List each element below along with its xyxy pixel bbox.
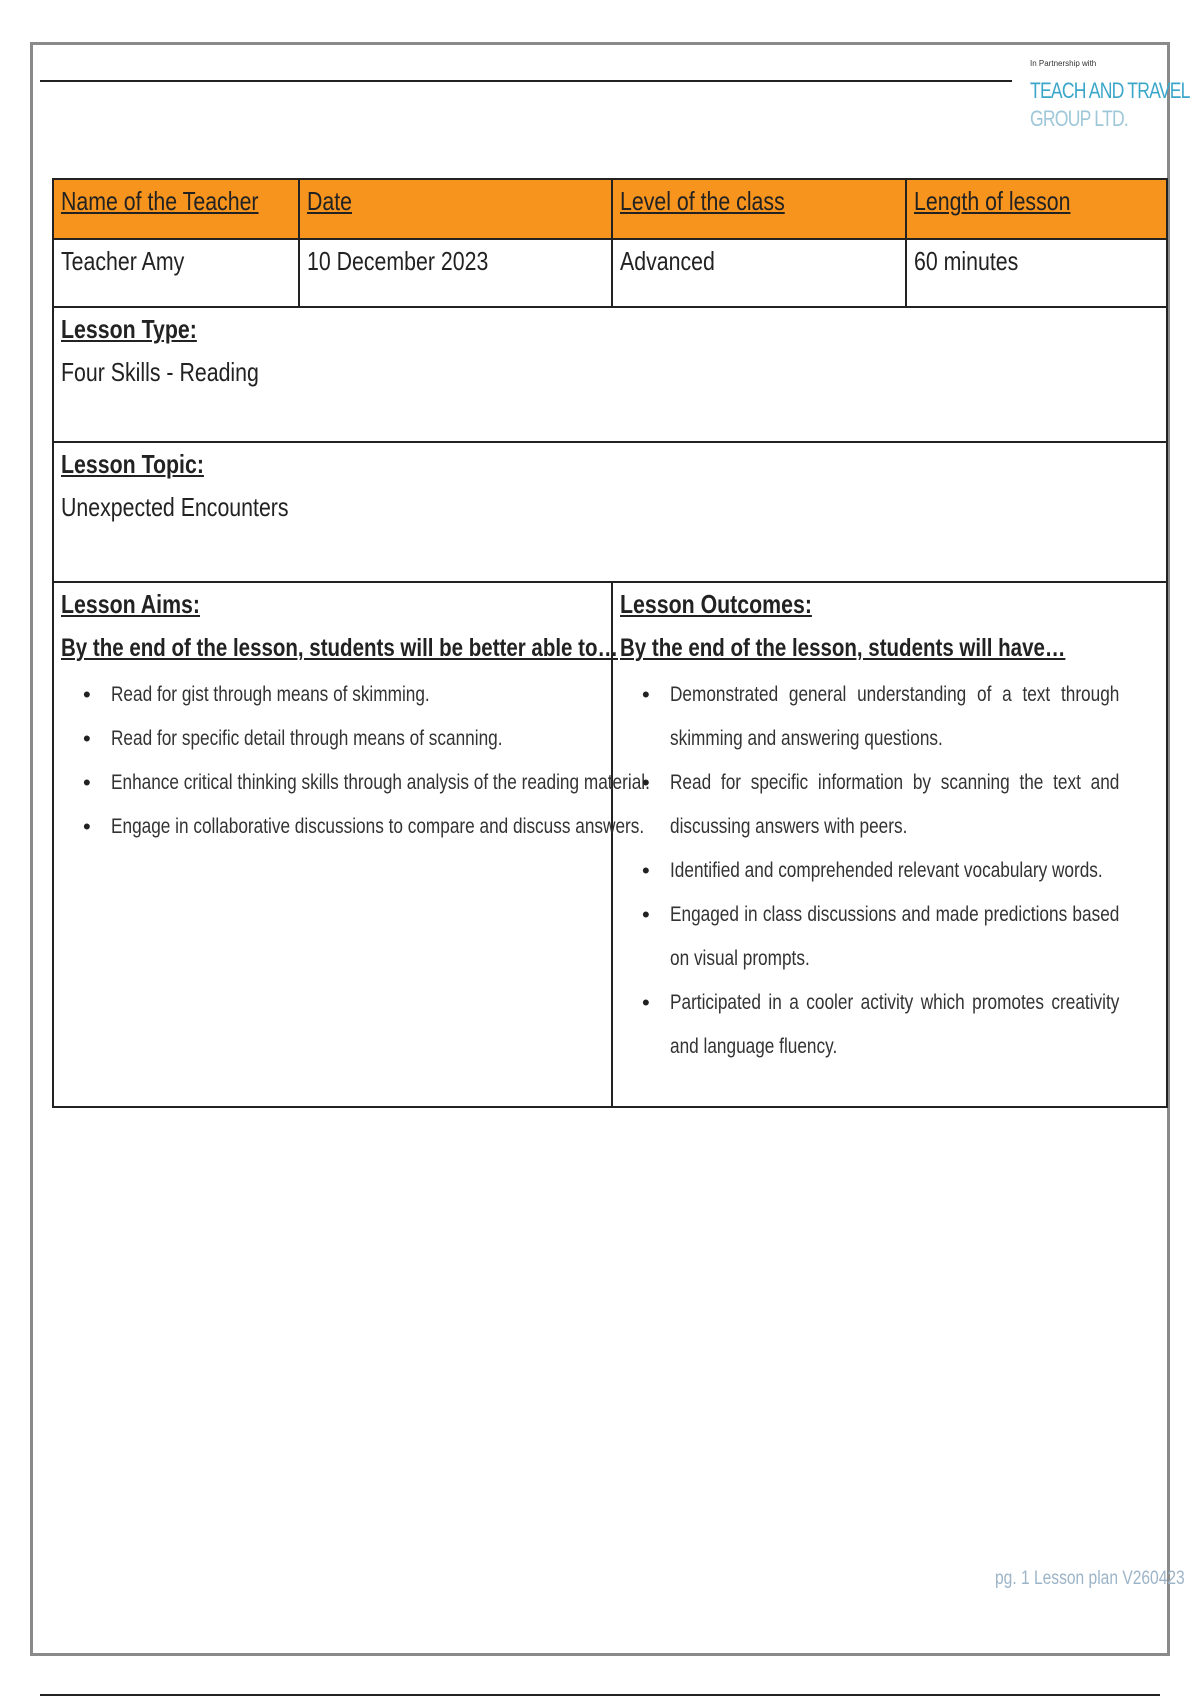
page-footer: pg. 1 Lesson plan V260423 bbox=[995, 1568, 1185, 1589]
aims-title: Lesson Aims: bbox=[61, 589, 201, 619]
lesson-type-cell bbox=[53, 307, 1167, 442]
header-rule bbox=[40, 80, 1012, 82]
list-item: • Participated in a cooler activity which promotes creativity and language fluency. bbox=[642, 981, 1159, 1069]
value-level: Advanced bbox=[612, 239, 906, 307]
header-teacher: Name of the Teacher bbox=[53, 179, 299, 239]
outcomes-title: Lesson Outcomes: bbox=[620, 589, 812, 619]
outcomes-cell bbox=[612, 582, 1167, 1107]
value-teacher: Teacher Amy bbox=[53, 239, 299, 307]
lesson-type-title: Lesson Type: bbox=[61, 314, 197, 344]
header-row bbox=[53, 179, 1167, 239]
header-level: Level of the class bbox=[612, 179, 906, 239]
lesson-topic-row bbox=[53, 442, 1167, 582]
lesson-topic-value: Unexpected Encounters bbox=[61, 492, 289, 522]
value-length: 60 minutes bbox=[906, 239, 1167, 307]
list-item: • Identified and comprehended relevant vocabulary words. bbox=[642, 849, 1159, 893]
list-item: • Read for gist through means of skimming. bbox=[83, 673, 604, 717]
outcomes-list bbox=[620, 673, 1159, 1069]
logo-partner-text: In Partnership with bbox=[1030, 59, 1097, 68]
lesson-type-value: Four Skills - Reading bbox=[61, 357, 259, 387]
list-item: • Engage in collaborative discussions to compare and discuss answers. bbox=[83, 805, 604, 849]
list-item: • Enhance critical thinking skills through analysis of the reading material. bbox=[83, 761, 604, 805]
lesson-plan-table bbox=[52, 178, 1168, 1108]
value-date: 10 December 2023 bbox=[299, 239, 612, 307]
aims-cell bbox=[53, 582, 650, 1107]
bottom-rule bbox=[40, 1694, 1160, 1696]
list-item: • Read for specific information by scanning the text and discussing answers with peers. bbox=[642, 761, 1159, 849]
lesson-type-row bbox=[53, 307, 1167, 442]
partner-logo bbox=[1030, 59, 1190, 131]
header-length: Length of lesson bbox=[906, 179, 1167, 239]
values-row bbox=[53, 239, 1167, 307]
lesson-topic-title: Lesson Topic: bbox=[61, 449, 204, 479]
logo-brand-line2: GROUP LTD. bbox=[1030, 106, 1128, 131]
outcomes-subtitle: By the end of the lesson, students will have… bbox=[620, 634, 1066, 662]
header-date: Date bbox=[299, 179, 612, 239]
aims-outcomes-row bbox=[53, 582, 1167, 1107]
logo-brand-line1: TEACH AND TRAVEL bbox=[1030, 78, 1190, 103]
aims-subtitle: By the end of the lesson, students will be better able to… bbox=[61, 634, 618, 662]
lesson-topic-cell bbox=[53, 442, 1167, 582]
list-item: • Demonstrated general understanding of a text through skimming and answering questions. bbox=[642, 673, 1159, 761]
list-item: • Read for specific detail through means of scanning. bbox=[83, 717, 604, 761]
aims-list bbox=[61, 673, 650, 849]
list-item: • Engaged in class discussions and made predictions based on visual prompts. bbox=[642, 893, 1159, 981]
